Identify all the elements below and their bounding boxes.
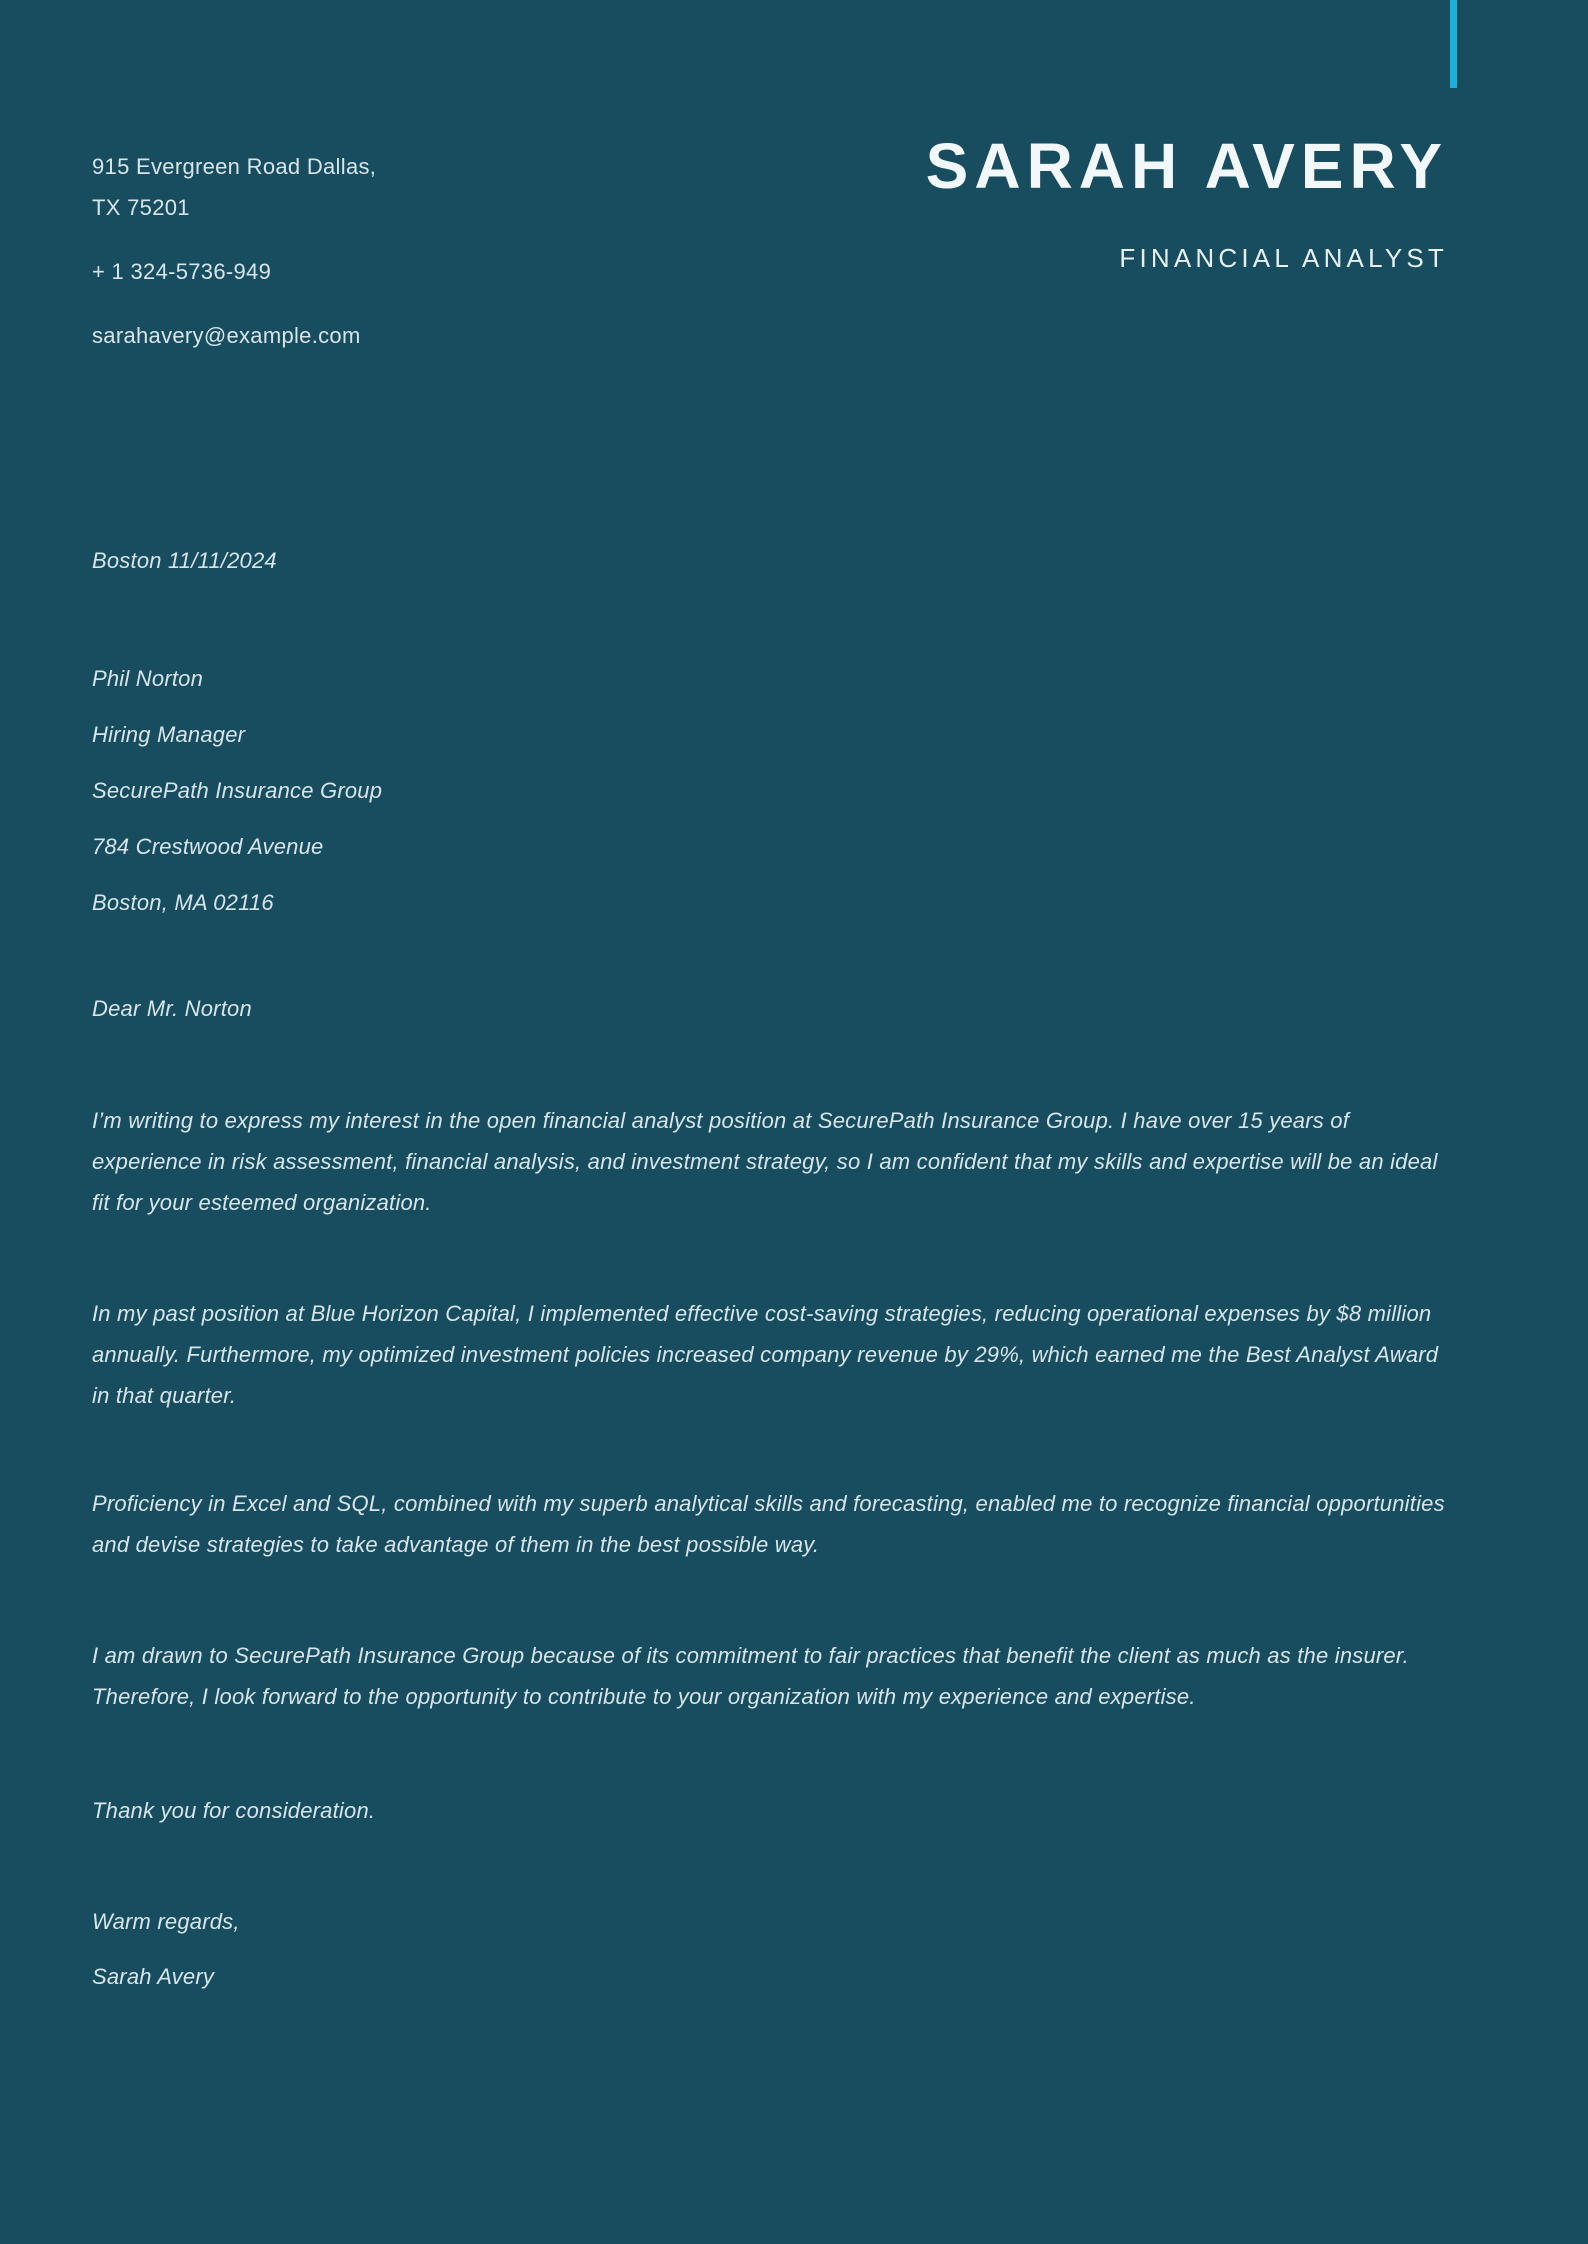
salutation: Dear Mr. Norton <box>92 996 252 1021</box>
body-paragraph-1: I’m writing to express my interest in the open financial analyst position at SecurePath Insurance Group. I have over 15 years of experience in risk assessment, financial analysis, and investment strategy, so I am confident that my skills and expertise will be an ideal fit for your esteemed organization. <box>92 1108 1438 1215</box>
candidate-title: FINANCIAL ANALYST <box>1119 243 1448 273</box>
recipient-city: Boston, MA 02116 <box>92 890 274 915</box>
recipient-company: SecurePath Insurance Group <box>92 778 383 803</box>
recipient-name: Phil Norton <box>92 666 204 691</box>
recipient-block <box>92 651 1448 931</box>
date-line: Boston 11/11/2024 <box>92 548 277 573</box>
thanks-line: Thank you for consideration. <box>92 1798 376 1823</box>
contact-phone: + 1 324-5736-949 <box>92 259 272 284</box>
closing-line: Warm regards, <box>92 1909 240 1934</box>
contact-address-line2: TX 75201 <box>92 195 190 220</box>
candidate-name: SARAH AVERY <box>925 130 1448 202</box>
body-paragraph-4: I am drawn to SecurePath Insurance Group because of its commitment to fair practices that benefit the client as much as the insurer. Therefore, I look forward to the opportunity to contribute to your organization with my experience and expertise. <box>92 1643 1409 1709</box>
recipient-street: 784 Crestwood Avenue <box>92 834 324 859</box>
accent-bar <box>1450 0 1457 88</box>
contact-address-line1: 915 Evergreen Road Dallas, <box>92 154 377 179</box>
recipient-role: Hiring Manager <box>92 722 246 747</box>
body-paragraph-3: Proficiency in Excel and SQL, combined with my superb analytical skills and forecasting, enabled me to recognize financial opportunities and devise strategies to take advantage of them in the best possible way. <box>92 1491 1445 1557</box>
signature-name: Sarah Avery <box>92 1964 215 1989</box>
contact-email: sarahavery@example.com <box>92 323 361 348</box>
contact-block <box>92 146 376 356</box>
identity-header <box>925 130 1448 273</box>
body-paragraph-2: In my past position at Blue Horizon Capital, I implemented effective cost-saving strategies, reducing operational expenses by $8 million annually. Furthermore, my optimized investment policies increased company revenue by 29%, which earned me the Best Analyst Award in that quarter. <box>92 1301 1439 1408</box>
